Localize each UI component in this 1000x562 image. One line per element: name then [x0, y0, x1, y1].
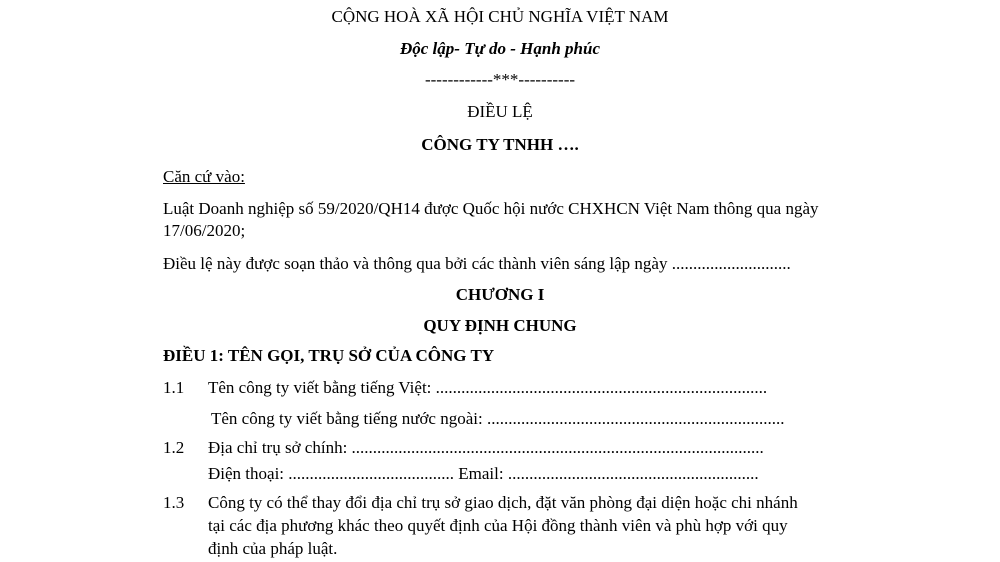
item-number: 1.2	[163, 438, 185, 457]
head-office-address-field: Địa chỉ trụ sở chính: .................................................................................................	[208, 438, 764, 457]
basis-law-line-2: 17/06/2020;	[163, 221, 246, 240]
basis-law-line-1: Luật Doanh nghiệp số 59/2020/QH14 được Quốc hội nước CHXHCN Việt Nam thông qua ngày	[163, 199, 819, 218]
company-title: CÔNG TY TNHH ….	[421, 135, 579, 154]
basis-charter-line: Điều lệ này được soạn thảo và thông qua bởi các thành viên sáng lập ngày ............................	[163, 254, 791, 273]
chapter-name: QUY ĐỊNH CHUNG	[423, 316, 577, 335]
basis-heading: Căn cứ vào:	[163, 167, 245, 186]
foreign-name-field: Tên công ty viết bằng tiếng nước ngoài: ......................................................................	[211, 409, 785, 428]
chapter-label: CHƯƠNG I	[455, 285, 545, 304]
document-title: ĐIỀU LỆ	[467, 102, 533, 121]
item-1-3-text-line-2: tại các địa phương khác theo quyết định của Hội đồng thành viên và phù hợp với quy	[208, 516, 788, 535]
header-separator: ------------***----------	[424, 70, 576, 89]
phone-email-field: Điện thoại: ....................................... Email: ...........................................................	[208, 464, 759, 483]
national-motto: Độc lập- Tự do - Hạnh phúc	[399, 39, 601, 58]
vietnamese-name-field: Tên công ty viết bằng tiếng Việt: ..............................................................................	[208, 378, 768, 397]
national-title: CỘNG HOÀ XÃ HỘI CHỦ NGHĨA VIỆT NAM	[331, 7, 669, 26]
item-number: 1.1	[163, 378, 185, 397]
item-1-3-text-line-1: Công ty có thể thay đổi địa chỉ trụ sở giao dịch, đặt văn phòng đại diện hoặc chi nhánh	[208, 493, 798, 512]
item-1-3-text-line-3: định của pháp luật.	[208, 539, 338, 558]
article-1-heading: ĐIỀU 1: TÊN GỌI, TRỤ SỞ CỦA CÔNG TY	[163, 346, 495, 365]
item-number: 1.3	[163, 493, 185, 512]
